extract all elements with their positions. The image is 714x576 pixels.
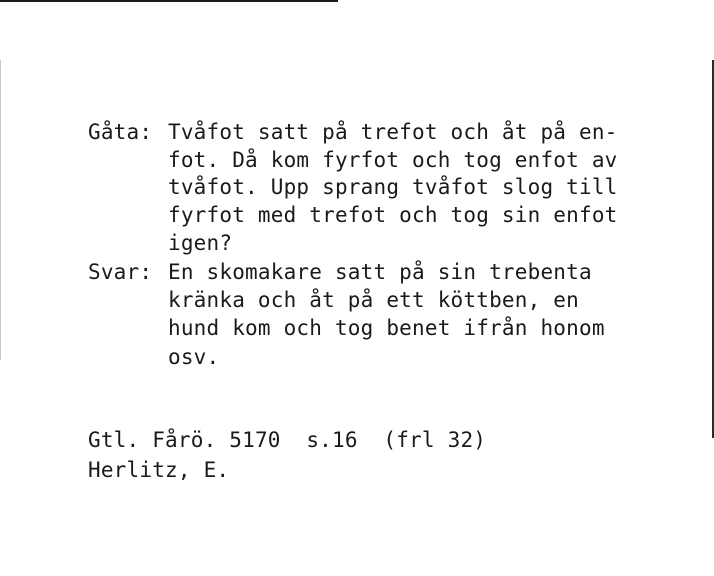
- archive-reference: Gtl. Fårö. 5170 s.16 (frl 32): [88, 428, 487, 452]
- riddle-line: tvåfot. Upp sprang tvåfot slog till: [168, 175, 618, 199]
- riddle-line: fyrfot med trefot och tog sin enfot: [168, 203, 618, 227]
- riddle-line: igen?: [168, 231, 233, 255]
- scan-edge-left: [0, 60, 1, 360]
- answer-line: kränka och åt på ett köttben, en: [168, 288, 579, 312]
- answer-line: En skomakare satt på sin trebenta: [168, 260, 592, 284]
- answer-line: osv.: [168, 345, 220, 369]
- riddle-line: Tvåfot satt på trefot och åt på en-: [168, 120, 618, 144]
- riddle-label: Gåta:: [88, 120, 153, 144]
- scan-edge-top: [0, 0, 338, 2]
- answer-line: hund kom och tog benet ifrån honom: [168, 316, 605, 340]
- answer-label: Svar:: [88, 260, 153, 284]
- collector-name: Herlitz, E.: [88, 458, 230, 482]
- riddle-line: fot. Då kom fyrfot och tog enfot av: [168, 148, 618, 172]
